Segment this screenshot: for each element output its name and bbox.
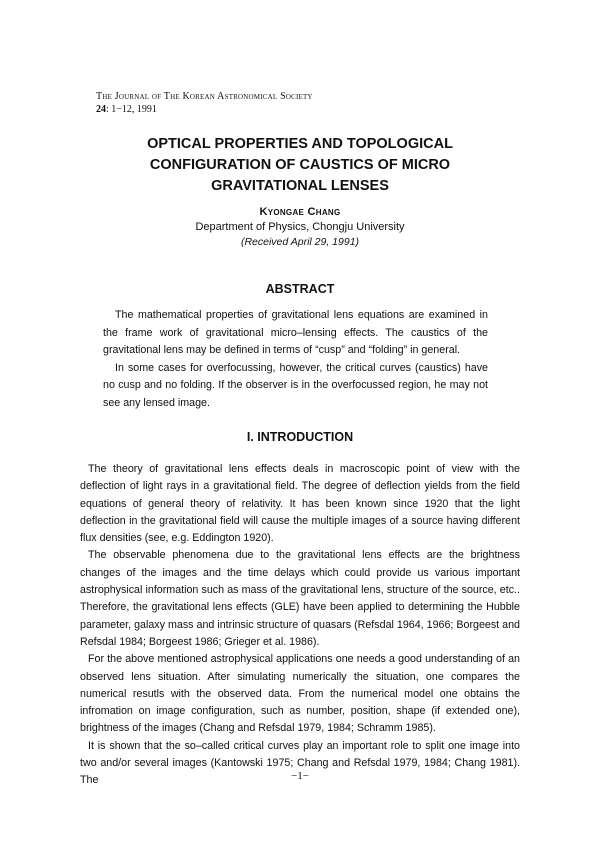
author-affiliation: Department of Physics, Chongju University: [195, 221, 405, 233]
abstract-heading: ABSTRACT: [265, 282, 335, 296]
journal-name: The Journal of The Korean Astronomical Society: [96, 91, 313, 102]
received-date: (Received April 29, 1991): [240, 236, 360, 248]
abstract-paragraph: In some cases for overfocussing, however, the critical curves (caustics) have no cusp and no folding. If the observer is in the overfocussed region, he may not see any lensed image.: [103, 361, 488, 409]
page-number: −1−: [291, 770, 309, 782]
section-heading: I. INTRODUCTION: [246, 430, 354, 444]
journal-volume-line: [96, 103, 313, 116]
author-name: Kyongae Chang: [259, 206, 341, 218]
author-block: [60, 205, 540, 250]
body-paragraph: The theory of gravitational lens effects deals in macroscopic point of view with the deflection of light rays in a gravitational field. The degree of deflection yields from the field equations of general theory of relativity. It has been known since 1920 that the light deflection in the gravitational field will cause the multiple images of a source having different flux densities (see, e.g. Eddington 1920).: [80, 463, 520, 545]
title-line-2: CONFIGURATION OF CAUSTICS OF MICRO: [149, 157, 451, 173]
journal-volume: 24: [96, 104, 106, 115]
body-paragraph: The observable phenomena due to the gravitational lens effects are the brightness changes of the images and the time delays which could provide us various important astrophysical information such as mass of the gravitational lens, structure of the source, etc.. Therefore, the gravitational lens effects (GLE) have been applied to determining the Hubble parameter, galaxy mass and intrinsic structure of quasars (Refsdal 1964, 1966; Borgeest and Refsdal 1984; Borgeest 1986; Grieger et al. 1986).: [80, 549, 520, 648]
paper-title: [60, 134, 540, 197]
journal-pages: : 1−12, 1991: [106, 104, 157, 115]
body-paragraph: It is shown that the so–called critical curves play an important role to split one image into two and/or several images (Kantowski 1975; Chang and Refsdal 1979, 1984; Chang 1981). The: [80, 739, 520, 787]
title-line-3: GRAVITATIONAL LENSES: [211, 178, 389, 194]
title-line-1: OPTICAL PROPERTIES AND TOPOLOGICAL: [147, 136, 453, 152]
journal-header: [96, 90, 313, 116]
abstract-paragraph: The mathematical properties of gravitational lens equations are examined in the frame work of gravitational micro–lensing effects. The caustics of the gravitational lens may be defined in terms of “cusp” and “folding” in general.: [103, 309, 488, 356]
abstract-body: [103, 307, 488, 412]
body-paragraph: For the above mentioned astrophysical applications one needs a good understanding of an observed lens situation. After simulating numerically the situation, one compares the numerical resutls with the observed data. From the numerical model one obtains the infromation on image configuration, such as number, position, shape (if extended one), brightness of the images (Chang and Refsdal 1979, 1984; Schramm 1985).: [80, 653, 520, 735]
section-body: [80, 461, 520, 790]
